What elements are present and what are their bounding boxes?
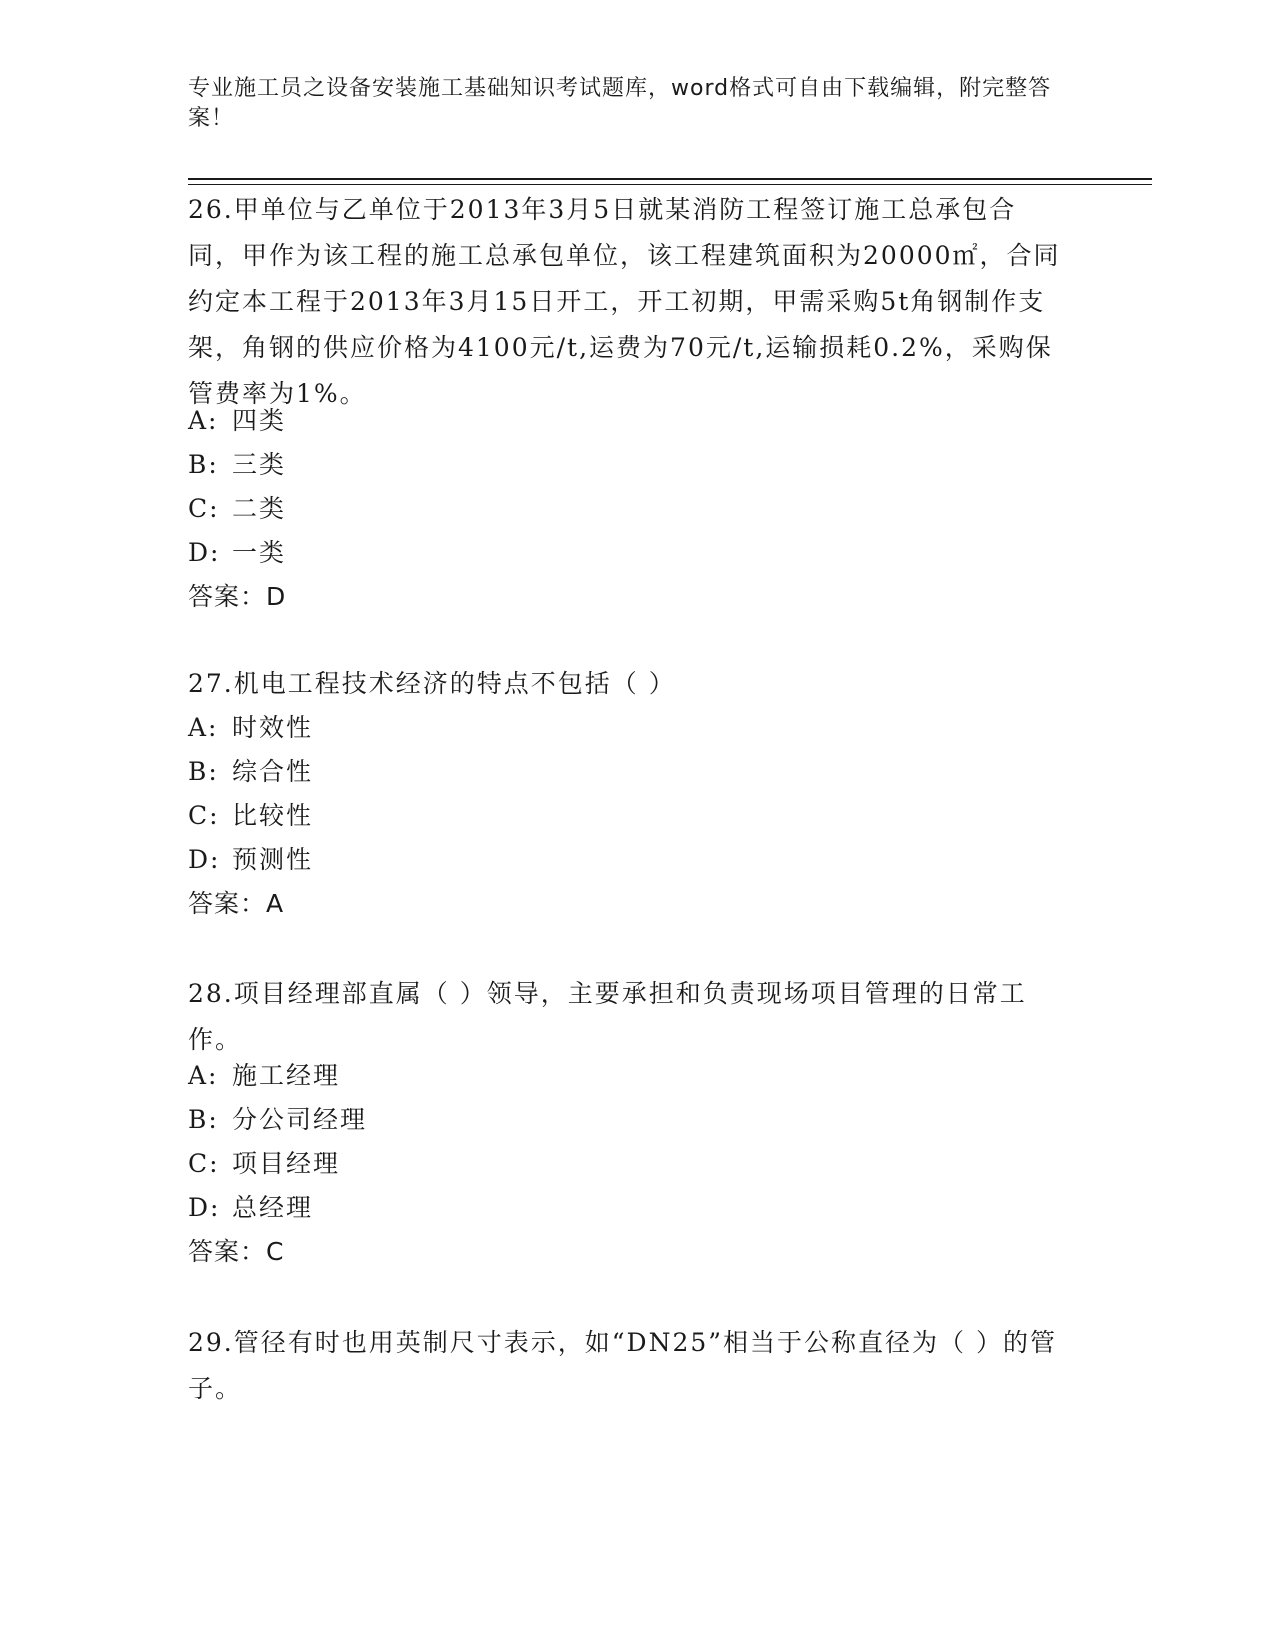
option-text: 施工经理 bbox=[232, 1061, 341, 1090]
option-key: C: bbox=[188, 801, 220, 830]
option-text: 比较性 bbox=[232, 801, 314, 830]
option-text: 分公司经理 bbox=[232, 1105, 368, 1134]
question-27-option-a bbox=[188, 711, 313, 745]
option-key: D: bbox=[188, 845, 221, 874]
question-28-option-c bbox=[188, 1147, 340, 1181]
question-26-option-c bbox=[188, 492, 286, 526]
question-26-option-b bbox=[188, 448, 286, 482]
question-27-option-d bbox=[188, 843, 313, 877]
option-key: A: bbox=[188, 406, 219, 435]
option-text: 综合性 bbox=[232, 757, 314, 786]
option-text: 四类 bbox=[232, 406, 287, 435]
question-26-stem: 26.甲单位与乙单位于2013年3月5日就某消防工程签订施工总承包合同，甲作为该工程的施工总承包单位，该工程建筑面积为20000㎡，合同约定本工程于2013年3月15日开工，开工初期，甲需采购5t角钢制作支架，角钢的供应价格为4100元/t,运费为70元/t,运输损耗0.2%，采购保管费率为1%。 bbox=[188, 195, 1061, 408]
option-text: 二类 bbox=[232, 494, 287, 523]
option-text: 预测性 bbox=[232, 845, 314, 874]
document-header: 专业施工员之设备安装施工基础知识考试题库，word格式可自由下载编辑，附完整答案！ bbox=[188, 76, 1052, 131]
question-26-option-a bbox=[188, 404, 286, 438]
option-key: B: bbox=[188, 757, 219, 786]
option-key: B: bbox=[188, 1105, 219, 1134]
option-text: 一类 bbox=[232, 538, 287, 567]
option-key: C: bbox=[188, 494, 220, 523]
option-text: 项目经理 bbox=[232, 1149, 341, 1178]
question-26-option-d bbox=[188, 536, 286, 570]
option-text: 总经理 bbox=[232, 1193, 314, 1222]
option-key: D: bbox=[188, 538, 221, 567]
question-27-answer: 答案：A bbox=[188, 889, 285, 918]
option-key: C: bbox=[188, 1149, 220, 1178]
question-28-option-b bbox=[188, 1103, 367, 1137]
question-28-option-d bbox=[188, 1191, 313, 1225]
question-27-option-b bbox=[188, 755, 313, 789]
option-text: 时效性 bbox=[232, 713, 314, 742]
question-28-answer: 答案：C bbox=[188, 1237, 285, 1266]
question-29-stem: 29.管径有时也用英制尺寸表示，如“DN25”相当于公称直径为（ ）的管子。 bbox=[188, 1328, 1057, 1403]
question-28-option-a bbox=[188, 1059, 340, 1093]
option-key: B: bbox=[188, 450, 219, 479]
option-key: A: bbox=[188, 1061, 219, 1090]
header-divider-thin bbox=[188, 184, 1152, 185]
question-26-answer: 答案：D bbox=[188, 582, 287, 611]
option-text: 三类 bbox=[232, 450, 287, 479]
question-27-option-c bbox=[188, 799, 313, 833]
question-27-stem: 27.机电工程技术经济的特点不包括（ ） bbox=[188, 669, 676, 698]
option-key: A: bbox=[188, 713, 219, 742]
question-28-stem: 28.项目经理部直属（ ）领导，主要承担和负责现场项目管理的日常工作。 bbox=[188, 979, 1027, 1054]
header-divider bbox=[188, 178, 1152, 180]
option-key: D: bbox=[188, 1193, 221, 1222]
